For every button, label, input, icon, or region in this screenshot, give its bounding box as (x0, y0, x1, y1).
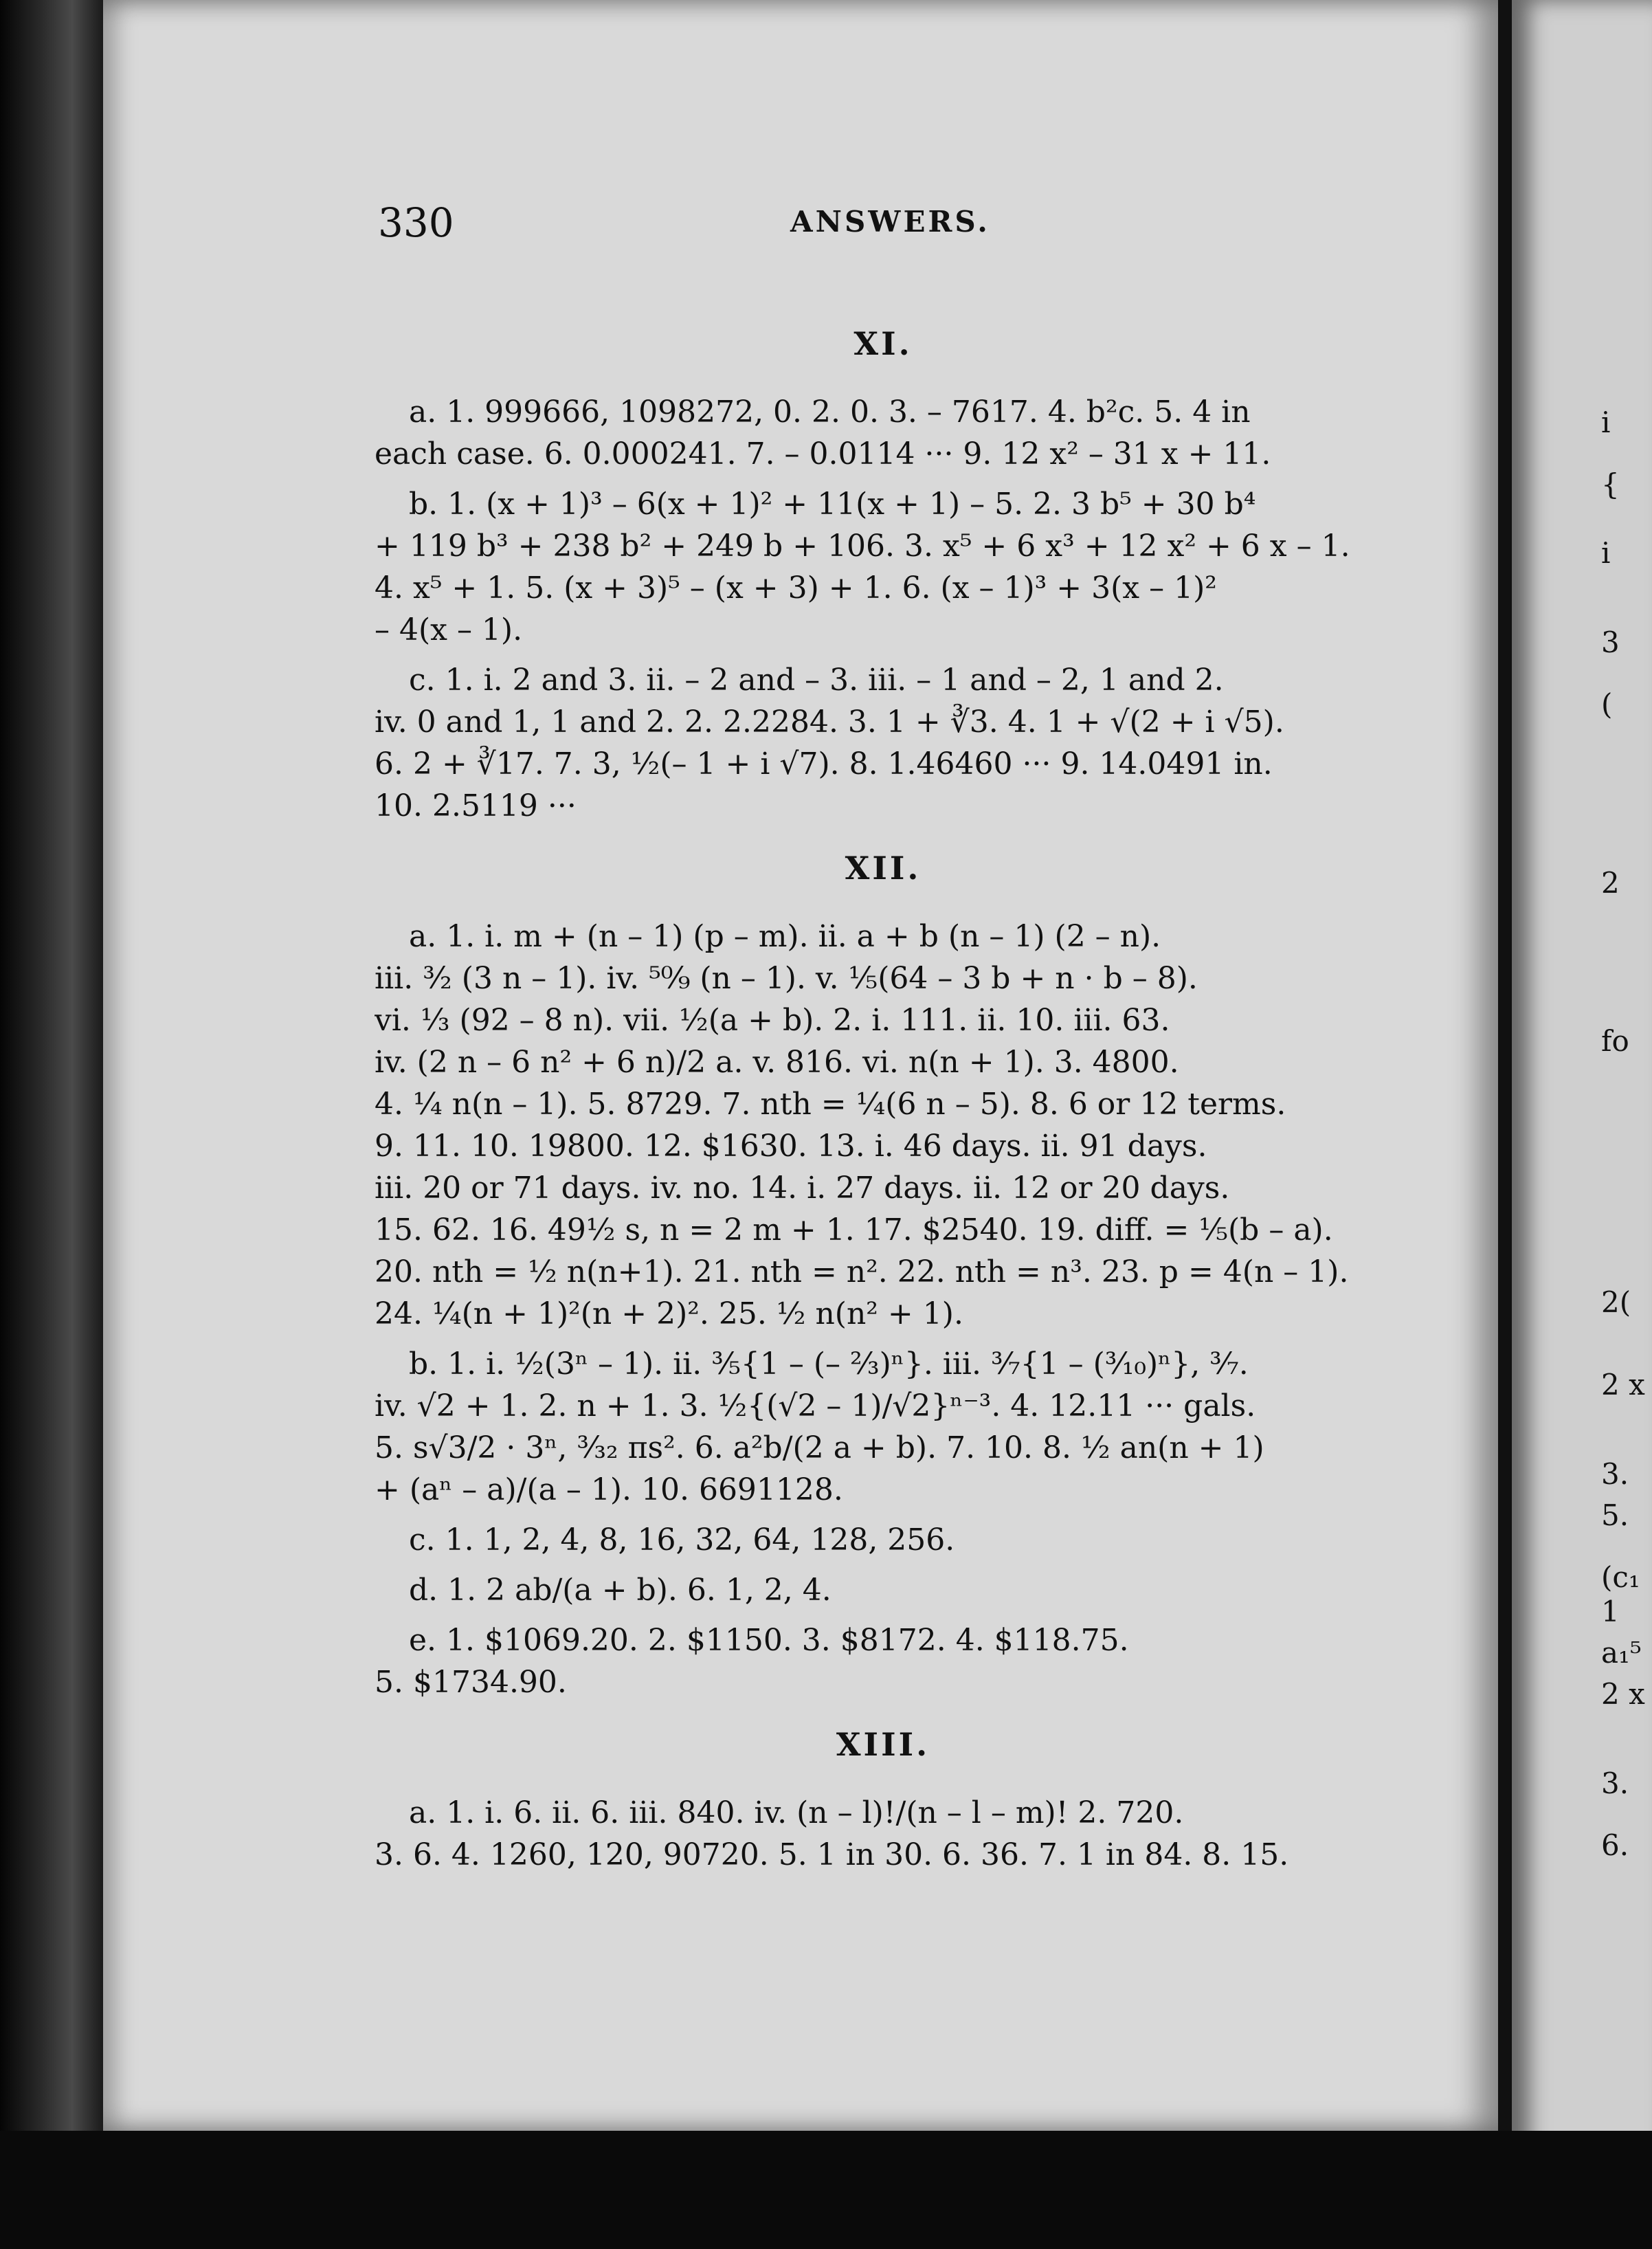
answer-paragraph (375, 1569, 1392, 1611)
facing-page-fragment: i (1601, 406, 1611, 439)
facing-page-fragment: 3. (1601, 1457, 1629, 1491)
answer-paragraph (375, 483, 1392, 651)
answer-line: iii. 20 or 71 days. iv. no. 14. i. 27 days. ii. 12 or 20 days. (375, 1171, 1230, 1206)
answer-line: iv. (2 n – 6 n² + 6 n)/2 a. v. 816. vi. n(n + 1). 3. 4800. (375, 1045, 1179, 1080)
answer-paragraph (375, 1792, 1392, 1876)
page-number: 330 (378, 199, 454, 246)
facing-page-fragment: 2 x (1601, 1677, 1645, 1711)
facing-page-fragment: fo (1601, 1024, 1629, 1058)
answer-line: 5. $1734.90. (375, 1665, 567, 1700)
answer-paragraph (375, 916, 1392, 1335)
answer-line: 6. 2 + ∛17. 7. 3, ½(– 1 + i √7). 8. 1.46460 ··· 9. 14.0491 in. (375, 746, 1273, 782)
answer-line: e. 1. $1069.20. 2. $1150. 3. $8172. 4. $118.75. (409, 1623, 1129, 1658)
answers-content (375, 302, 1392, 1884)
answer-line: a. 1. i. m + (n – 1) (p – m). ii. a + b (n – 1) (2 – n). (409, 919, 1161, 954)
facing-page-fragment: 2( (1601, 1285, 1631, 1319)
answer-line: iv. 0 and 1, 1 and 2. 2. 2.2284. 3. 1 + ∛3. 4. 1 + √(2 + i √5). (375, 705, 1284, 740)
answer-line: 9. 11. 10. 19800. 12. $1630. 13. i. 46 days. ii. 91 days. (375, 1129, 1207, 1164)
answer-line: 20. nth = ½ n(n+1). 21. nth = n². 22. nth = n³. 23. p = 4(n – 1). (375, 1254, 1349, 1289)
answer-line: 4. ¼ n(n – 1). 5. 8729. 7. nth = ¼(6 n – 5). 8. 6 or 12 terms. (375, 1087, 1286, 1122)
facing-page-fragment: ( (1601, 687, 1613, 721)
answer-line: 4. x⁵ + 1. 5. (x + 3)⁵ – (x + 3) + 1. 6. (x – 1)³ + 3(x – 1)² (375, 570, 1217, 606)
answer-line: c. 1. i. 2 and 3. ii. – 2 and – 3. iii. – 1 and – 2, 1 and 2. (409, 663, 1224, 698)
facing-page-fragment: 3 (1601, 625, 1620, 659)
facing-page-fragment: 1 (1601, 1595, 1620, 1628)
answer-line: each case. 6. 0.000241. 7. – 0.0114 ··· 9. 12 x² – 31 x + 11. (375, 436, 1271, 472)
facing-page-fragment: a₁⁵ (1601, 1636, 1642, 1670)
book-spine-shadow (0, 0, 103, 2249)
running-head: ANSWERS. (790, 205, 990, 239)
answer-line: 24. ¼(n + 1)²(n + 2)². 25. ½ n(n² + 1). (375, 1296, 963, 1331)
section-title: XII. (845, 850, 922, 887)
answer-paragraph (375, 659, 1392, 827)
answer-line: c. 1. 1, 2, 4, 8, 16, 32, 64, 128, 256. (409, 1522, 955, 1558)
facing-page-fragment: 2 (1601, 866, 1620, 900)
answer-line: d. 1. 2 ab/(a + b). 6. 1, 2, 4. (409, 1573, 831, 1608)
answer-paragraph (375, 391, 1392, 475)
page-gutter (1498, 0, 1512, 2249)
answer-paragraph (375, 1343, 1392, 1511)
answer-line: b. 1. (x + 1)³ – 6(x + 1)² + 11(x + 1) – 5. 2. 3 b⁵ + 30 b⁴ (409, 487, 1256, 522)
section-title: XIII. (836, 1726, 930, 1763)
bottom-background (0, 2131, 1652, 2249)
answer-line: vi. ⅓ (92 – 8 n). vii. ½(a + b). 2. i. 111. ii. 10. iii. 63. (375, 1003, 1170, 1038)
answer-line: a. 1. i. 6. ii. 6. iii. 840. iv. (n – l)!/(n – l – m)! 2. 720. (409, 1795, 1184, 1830)
facing-page-fragment: 2 x (1601, 1368, 1645, 1402)
answer-line: 5. s√3/2 · 3ⁿ, ³⁄₃₂ πs². 6. a²b/(2 a + b). 7. 10. 8. ½ an(n + 1) (375, 1430, 1264, 1465)
answer-line: 3. 6. 4. 1260, 120, 90720. 5. 1 in 30. 6. 36. 7. 1 in 84. 8. 15. (375, 1837, 1289, 1872)
page-header (378, 199, 1395, 254)
answer-paragraph (375, 1519, 1392, 1561)
facing-page-fragment: 6. (1601, 1828, 1629, 1862)
section-title: XI. (853, 325, 913, 362)
answer-line: iv. √2 + 1. 2. n + 1. 3. ½{(√2 – 1)/√2}ⁿ⁻³. 4. 12.11 ··· gals. (375, 1388, 1256, 1423)
answer-line: 15. 62. 16. 49½ s, n = 2 m + 1. 17. $2540. 19. diff. = ⅕(b – a). (375, 1212, 1333, 1248)
facing-page-fragment: 3. (1601, 1766, 1629, 1800)
answer-line: iii. ³⁄₂ (3 n – 1). iv. ⁵⁰⁄₉ (n – 1). v. ⅕(64 – 3 b + n · b – 8). (375, 961, 1198, 996)
answer-line: b. 1. i. ½(3ⁿ – 1). ii. ⅗{1 – (– ⅔)ⁿ}. iii. ³⁄₇{1 – (³⁄₁₀)ⁿ}, ³⁄₇. (409, 1347, 1249, 1382)
facing-page-fragments (1601, 0, 1652, 2249)
answer-line: a. 1. 999666, 1098272, 0. 2. 0. 3. – 7617. 4. b²c. 5. 4 in (409, 395, 1251, 430)
facing-page-fragment: i (1601, 536, 1611, 570)
answer-line: + (aⁿ – a)/(a – 1). 10. 6691128. (375, 1472, 843, 1507)
facing-page-fragment: (c₁ (1601, 1560, 1640, 1594)
answer-paragraph (375, 1619, 1392, 1703)
answer-line: – 4(x – 1). (375, 612, 523, 647)
answer-line: 10. 2.5119 ··· (375, 788, 577, 823)
facing-page-fragment: { (1601, 467, 1620, 501)
answer-line: + 119 b³ + 238 b² + 249 b + 106. 3. x⁵ + 6 x³ + 12 x² + 6 x – 1. (375, 529, 1350, 564)
facing-page-fragment: 5. (1601, 1498, 1629, 1532)
